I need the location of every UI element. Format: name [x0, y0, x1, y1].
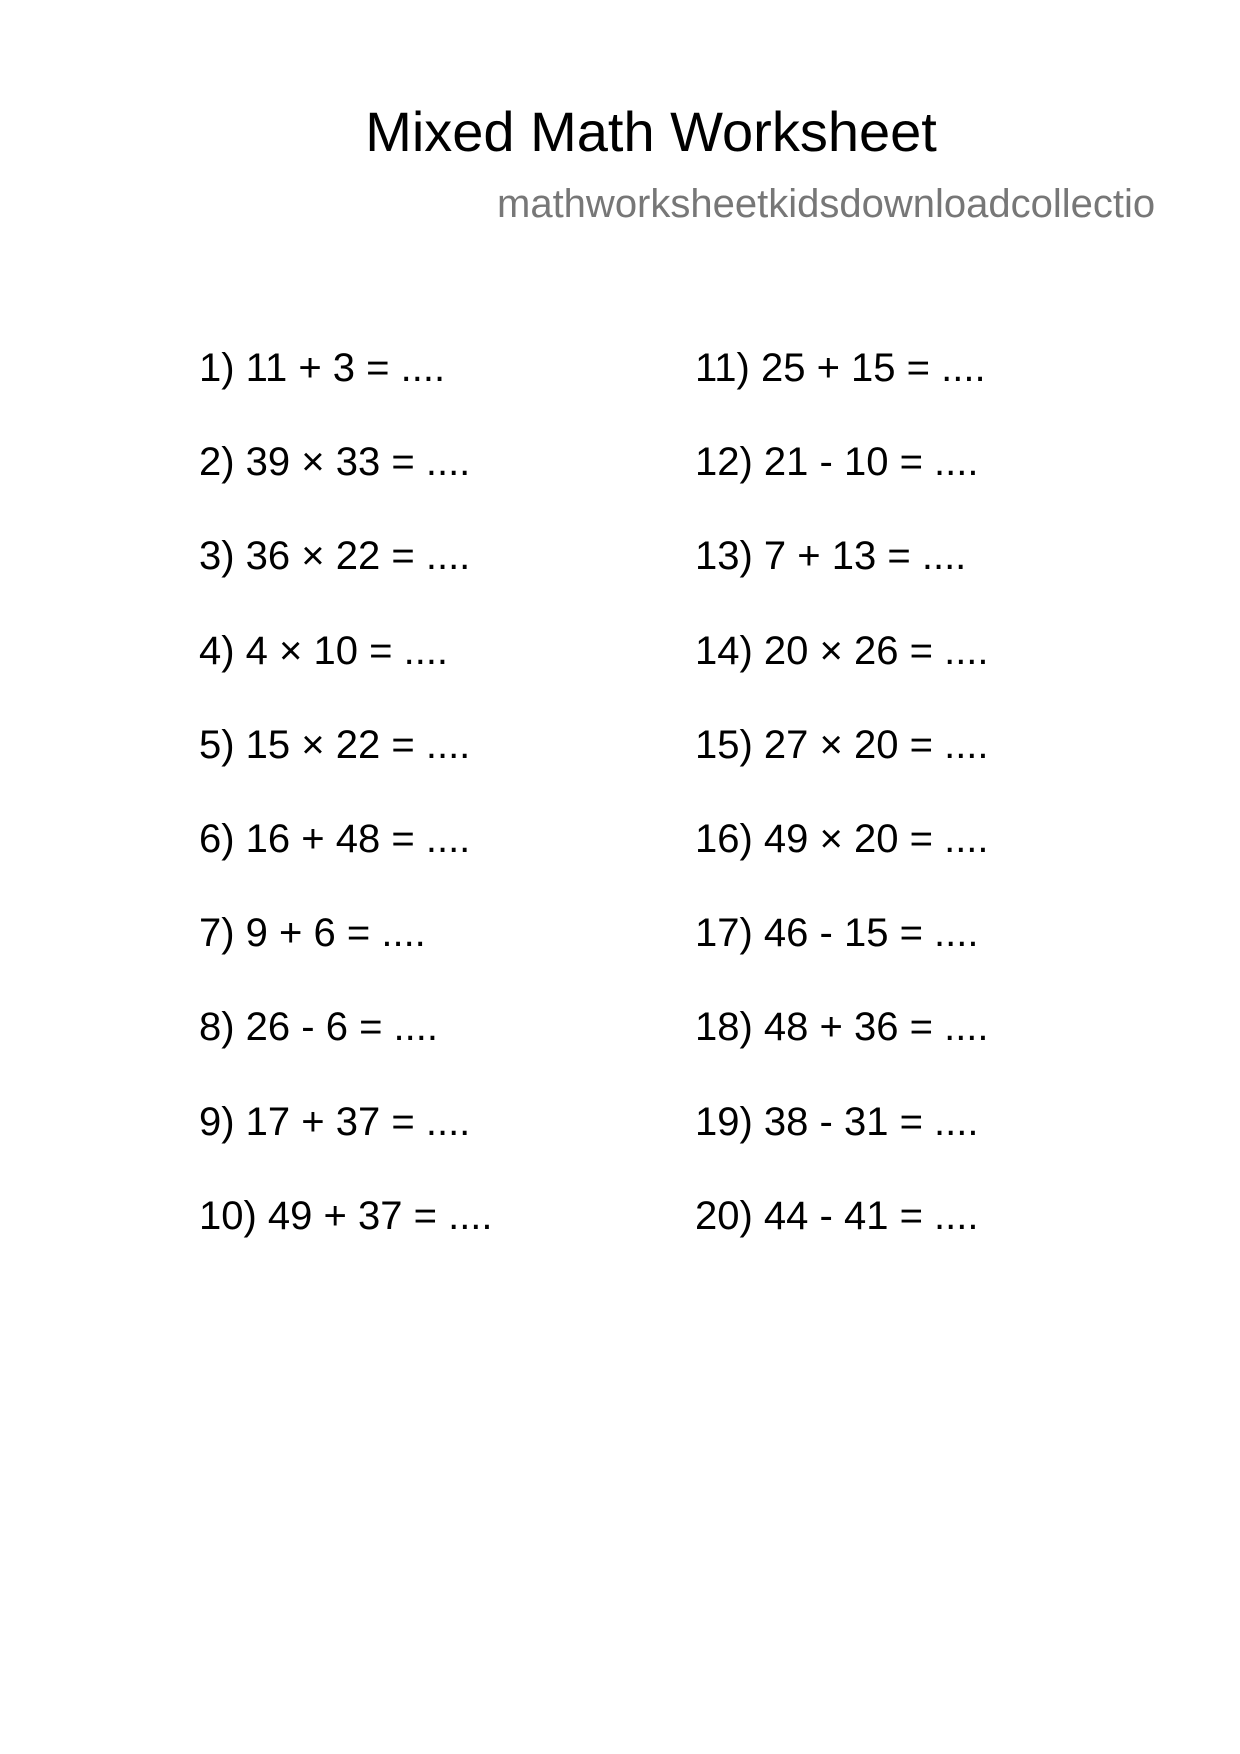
problem-item: 11) 25 + 15 = ....	[695, 346, 986, 390]
problem-item: 20) 44 - 41 = ....	[695, 1193, 979, 1238]
problem-item: 19) 38 - 31 = ....	[695, 1099, 979, 1144]
problem-item: 3) 36 × 22 = ....	[199, 534, 471, 579]
problem-item: 17) 46 - 15 = ....	[695, 911, 979, 956]
problem-item: 5) 15 × 22 = ....	[199, 722, 471, 767]
website-watermark: mathworksheetkidsdownloadcollectio	[497, 182, 1156, 226]
problem-item: 10) 49 + 37 = ....	[199, 1193, 493, 1238]
problem-item: 16) 49 × 20 = ....	[695, 816, 989, 861]
problem-item: 4) 4 × 10 = ....	[199, 628, 449, 673]
problem-item: 14) 20 × 26 = ....	[695, 628, 989, 673]
problem-item: 15) 27 × 20 = ....	[695, 722, 989, 767]
problem-item: 9) 17 + 37 = ....	[199, 1099, 471, 1144]
worksheet-title: Mixed Math Worksheet	[365, 100, 937, 163]
problem-item: 6) 16 + 48 = ....	[199, 816, 471, 861]
problem-item: 12) 21 - 10 = ....	[695, 440, 979, 485]
problem-item: 7) 9 + 6 = ....	[199, 911, 426, 956]
problem-item: 18) 48 + 36 = ....	[695, 1005, 989, 1050]
problem-item: 13) 7 + 13 = ....	[695, 534, 967, 579]
problem-column-left	[199, 344, 493, 1286]
problem-item: 8) 26 - 6 = ....	[199, 1005, 439, 1050]
problem-column-right	[695, 344, 989, 1286]
problem-item: 2) 39 × 33 = ....	[199, 440, 471, 485]
problem-item: 1) 11 + 3 = ....	[199, 346, 446, 390]
